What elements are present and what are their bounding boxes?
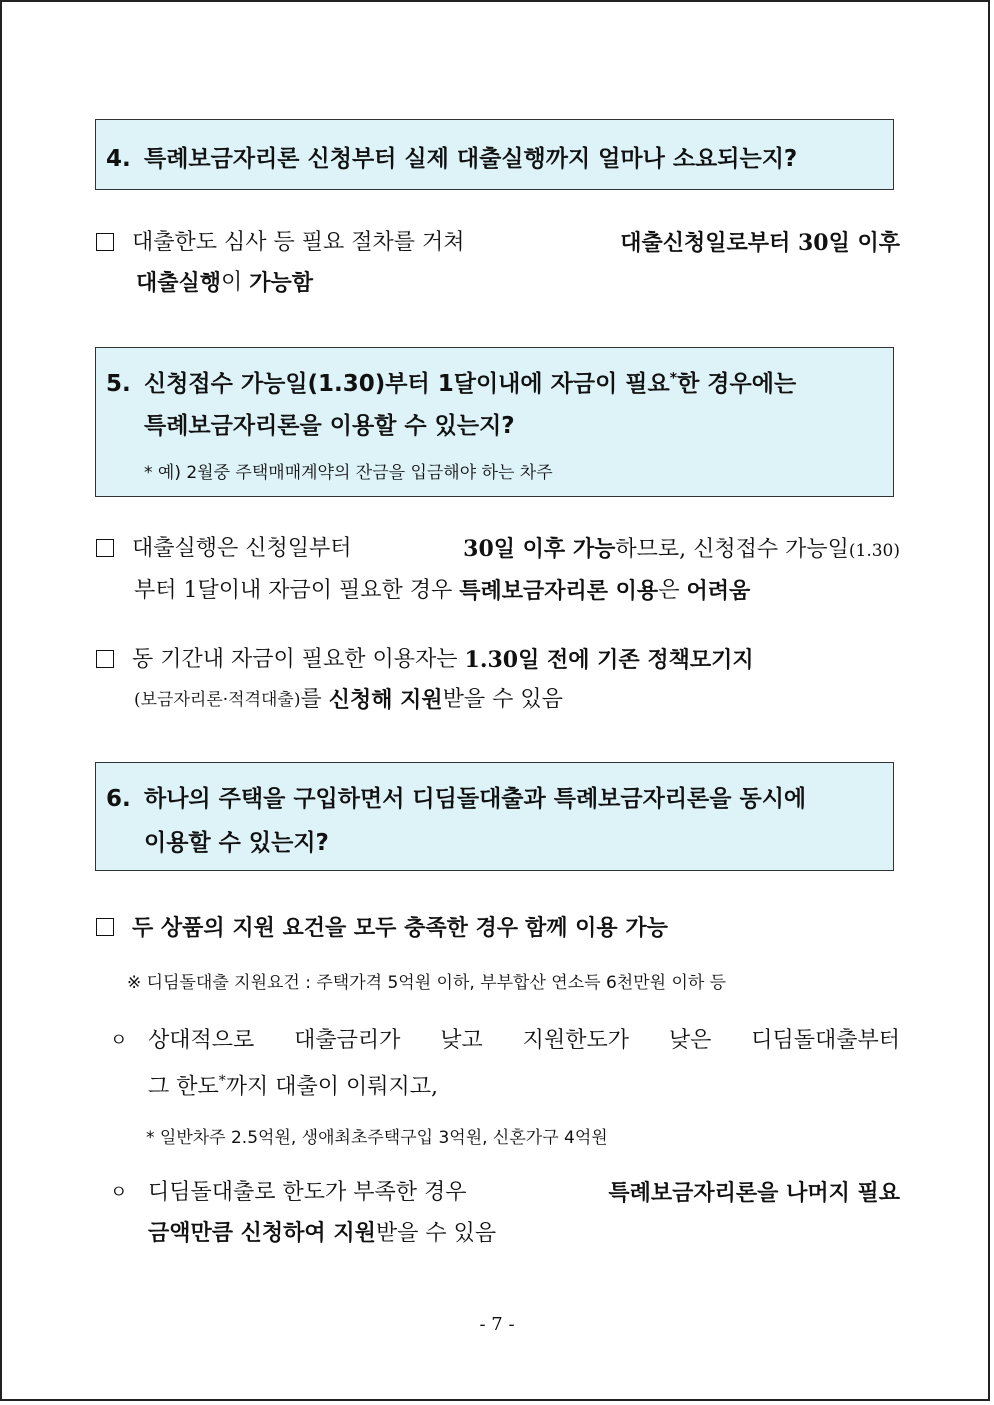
question-text: 특례보금자리론 신청부터 실제 대출실행까지 얼마나 소요되는지? [144, 146, 798, 172]
question-box-6: 6. 하나의 주택을 구입하면서 디딤돌대출과 특례보금자리론을 동시에 이용할 수 있는지? [95, 762, 894, 871]
circle-item-2: ㅇ 디딤돌대출로 한도가 부족한 경우 특례보금자리론을 나머지 필요 금액만큼 신청하여 지원받을 수 있음 [110, 1173, 900, 1254]
checkbox-bullet [96, 539, 114, 557]
checkbox-bullet [96, 233, 114, 251]
answer-6: 두 상품의 지원 요건을 모두 충족한 경우 함께 이용 가능 [96, 908, 900, 948]
question-text: 이용할 수 있는지? [144, 830, 329, 856]
question-note: * 예) 2월중 주택매매계약의 잔금을 입금해야 하는 차주 [144, 463, 553, 483]
question-box-5: 5. 신청접수 가능일(1.30)부터 1달이내에 자금이 필요*한 경우에는 특례보금자리론을 이용할 수 있는지? * 예) 2월중 주택매매계약의 잔금을 입금해야 하는 차주 [95, 347, 894, 497]
circle-bullet: ㅇ [110, 1030, 128, 1051]
limit-note: * 일반차주 2.5억원, 생애최초주택구입 3억원, 신혼가구 4억원 [146, 1128, 608, 1148]
question-box-4 [95, 119, 894, 190]
answer-4: 대출한도 심사 등 필요 절차를 거쳐 대출신청일로부터 30일 이후 대출실행 이 가능함 [96, 223, 900, 303]
answer-5a: 대출실행은 신청일부터 30일 이후 가능하므로, 신청접수 가능일(1.30) 부터 1달이내 자금이 필요한 경우 특례보금자리론 이용 은 어려움 [96, 529, 900, 611]
question-number: 6. [106, 786, 131, 812]
answer-5b: 동 기간내 자금이 필요한 이용자는 1.30일 전에 기존 정책모기지 (보금자리론·적격대출) 를 신청해 지원 받을 수 있음 [96, 640, 900, 720]
question-text: 특례보금자리론을 이용할 수 있는지? [144, 413, 515, 439]
question-number: 4. [106, 146, 131, 172]
circle-bullet: ㅇ [110, 1182, 128, 1203]
reference-note: ※ 디딤돌대출 지원요건 : 주택가격 5억원 이하, 부부합산 연소득 6천만원 이하 등 [127, 973, 727, 993]
circle-item-1: ㅇ 상대적으로 대출금리가 낮고 지원한도가 낮은 디딤돌대출부터 그 한도*까지 대출이 이뤄지고, [110, 1021, 900, 1107]
page-number: - 7 - [479, 1314, 515, 1335]
question-number: 5. [106, 371, 131, 397]
checkbox-bullet [96, 918, 114, 936]
checkbox-bullet [96, 650, 114, 668]
